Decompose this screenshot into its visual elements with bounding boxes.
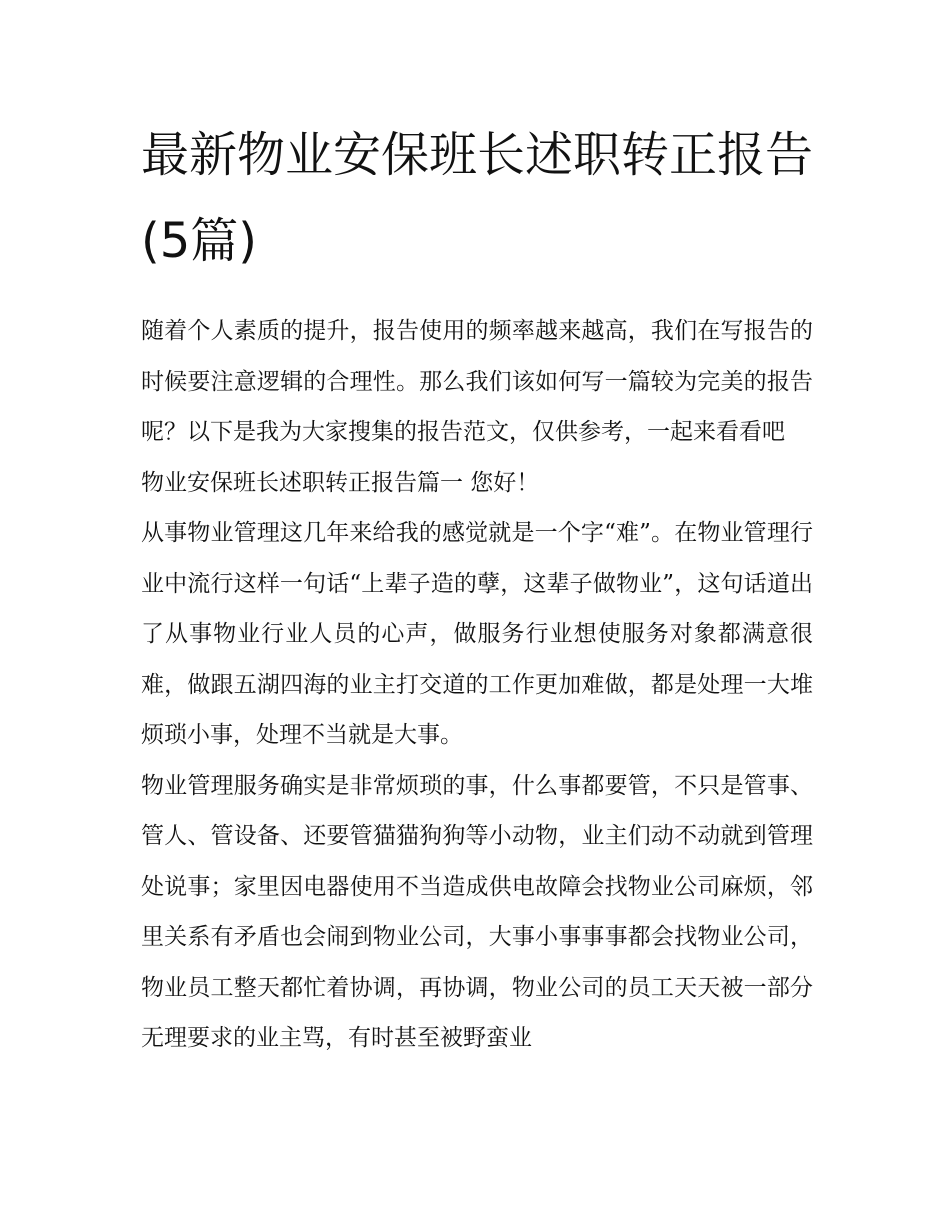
- body-paragraph: 物业管理服务确实是非常烦琐的事，什么事都要管，不只是管事、管人、管设备、还要管猫猫狗狗等小动物，业主们动不动就到管理处说事；家里因电器使用不当造成供电故障会找物业公司麻烦，邻里关系有矛盾也会闹到物业公司，大事小事事事都会找物业公司，物业员工整天都忙着协调，再协调，物业公司的员工天天被一部分无理要求的业主骂，有时甚至被野蛮业: [141, 772, 813, 1051]
- document-title: 最新物业安保班长述职转正报告(5篇): [141, 127, 814, 269]
- body-paragraph: 从事物业管理这几年来给我的感觉就是一个字“难”。在物业管理行业中流行这样一句话“上辈子造的孽，这辈子做物业”，这句话道出了从事物业行业人员的心声，做服务行业想使服务对象都满意很难，做跟五湖四海的业主打交道的工作更加难做，都是处理一大堆烦琐小事，处理不当就是大事。: [141, 520, 813, 748]
- document-page: [141, 112, 813, 1064]
- section-heading-paragraph: 物业安保班长述职转正报告篇一 您好！: [141, 469, 540, 496]
- intro-paragraph: 随着个人素质的提升，报告使用的频率越来越高，我们在写报告的时候要注意逻辑的合理性。那么我们该如何写一篇较为完美的报告呢？以下是我为大家搜集的报告范文，仅供参考，一起来看看吧: [141, 318, 813, 445]
